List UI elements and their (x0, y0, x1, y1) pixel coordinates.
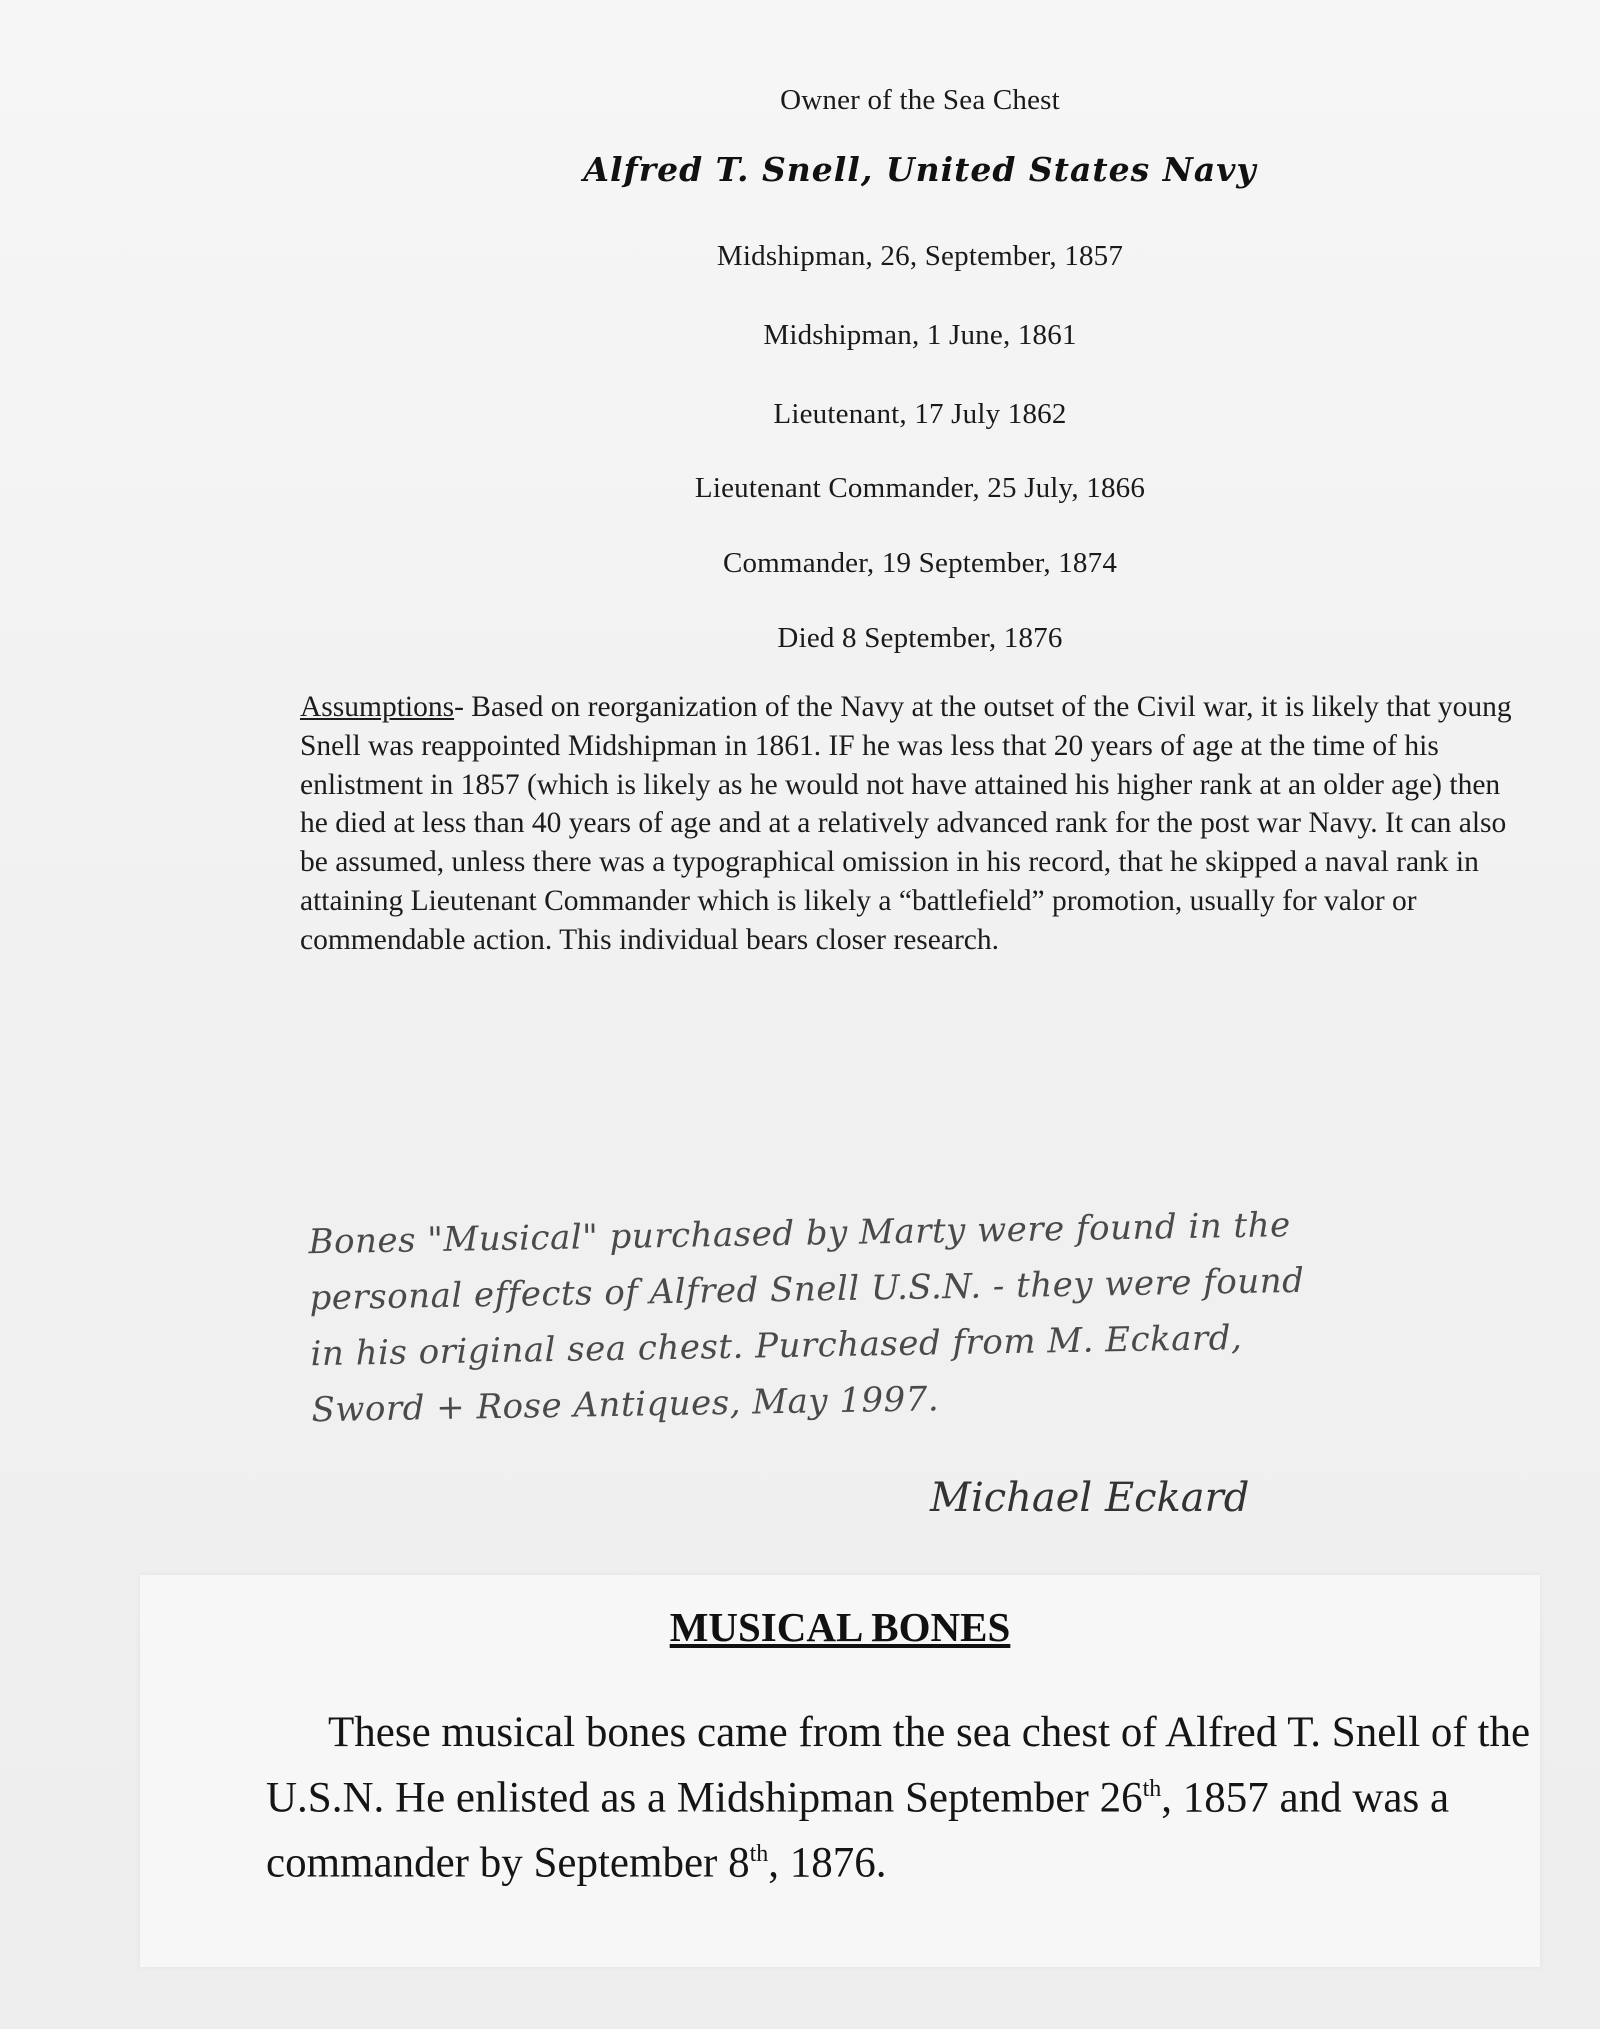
service-record-line: Commander, 19 September, 1874 (722, 547, 1118, 579)
card-body-text: , 1857 and was a commander by September 8 (266, 1774, 1450, 1887)
service-record-line: Midshipman, 1 June, 1861 (763, 319, 1077, 351)
service-record-line: Died 8 September, 1876 (777, 622, 1063, 654)
handwritten-line: Sword + Rose Antiques, May 1997. (311, 1379, 940, 1431)
service-record-line: Midshipman, 26, September, 1857 (716, 240, 1124, 272)
card-title: MUSICAL BONES (669, 1604, 1011, 1650)
signature: Michael Eckard (930, 1475, 1250, 1521)
ordinal-suffix: th (1142, 1776, 1162, 1802)
owner-name: Alfred T. Snell, United States Navy (583, 150, 1257, 189)
assumptions-paragraph (300, 688, 1520, 960)
card-body (266, 1705, 1536, 1892)
service-record-line: Lieutenant Commander, 25 July, 1866 (694, 472, 1146, 504)
page-title: Owner of the Sea Chest (780, 84, 1060, 116)
assumptions-label: Assumptions (300, 691, 455, 723)
card-body-text: These musical bones came from the sea chest of Alfred T. Snell of the U.S.N. He enlisted as a Midshipman September 26 (266, 1709, 1531, 1822)
handwritten-line: Bones "Musical" purchased by Marty were found in the (308, 1205, 1292, 1263)
card-body-text: , 1876. (768, 1839, 887, 1887)
handwritten-line: in his original sea chest. Purchased from M. Eckard, (310, 1317, 1243, 1375)
assumptions-text: - Based on reorganization of the Navy at the outset of the Civil war, it is likely that young Snell was reappointed Midshipman in 1861. IF he was less that 20 years of age at the time of his enlistment in 1857 (which is likely as he would not have attained his higher rank at an older age) then he died at less than 40 years of age and at a relatively advanced rank for the post war Navy. It can also be assumed, unless there was a typographical omission in his record, that he skipped a naval rank in attaining Lieutenant Commander which is likely a “battlefield” promotion, usually for valor or commendable action. This individual bears closer research. (300, 691, 1512, 956)
musical-bones-card (140, 1575, 1540, 1967)
handwritten-line: personal effects of Alfred Snell U.S.N. - they were found (309, 1260, 1305, 1319)
handwritten-note (308, 1196, 1372, 1438)
ordinal-suffix: th (749, 1841, 769, 1868)
service-record-line: Lieutenant, 17 July 1862 (773, 398, 1067, 430)
